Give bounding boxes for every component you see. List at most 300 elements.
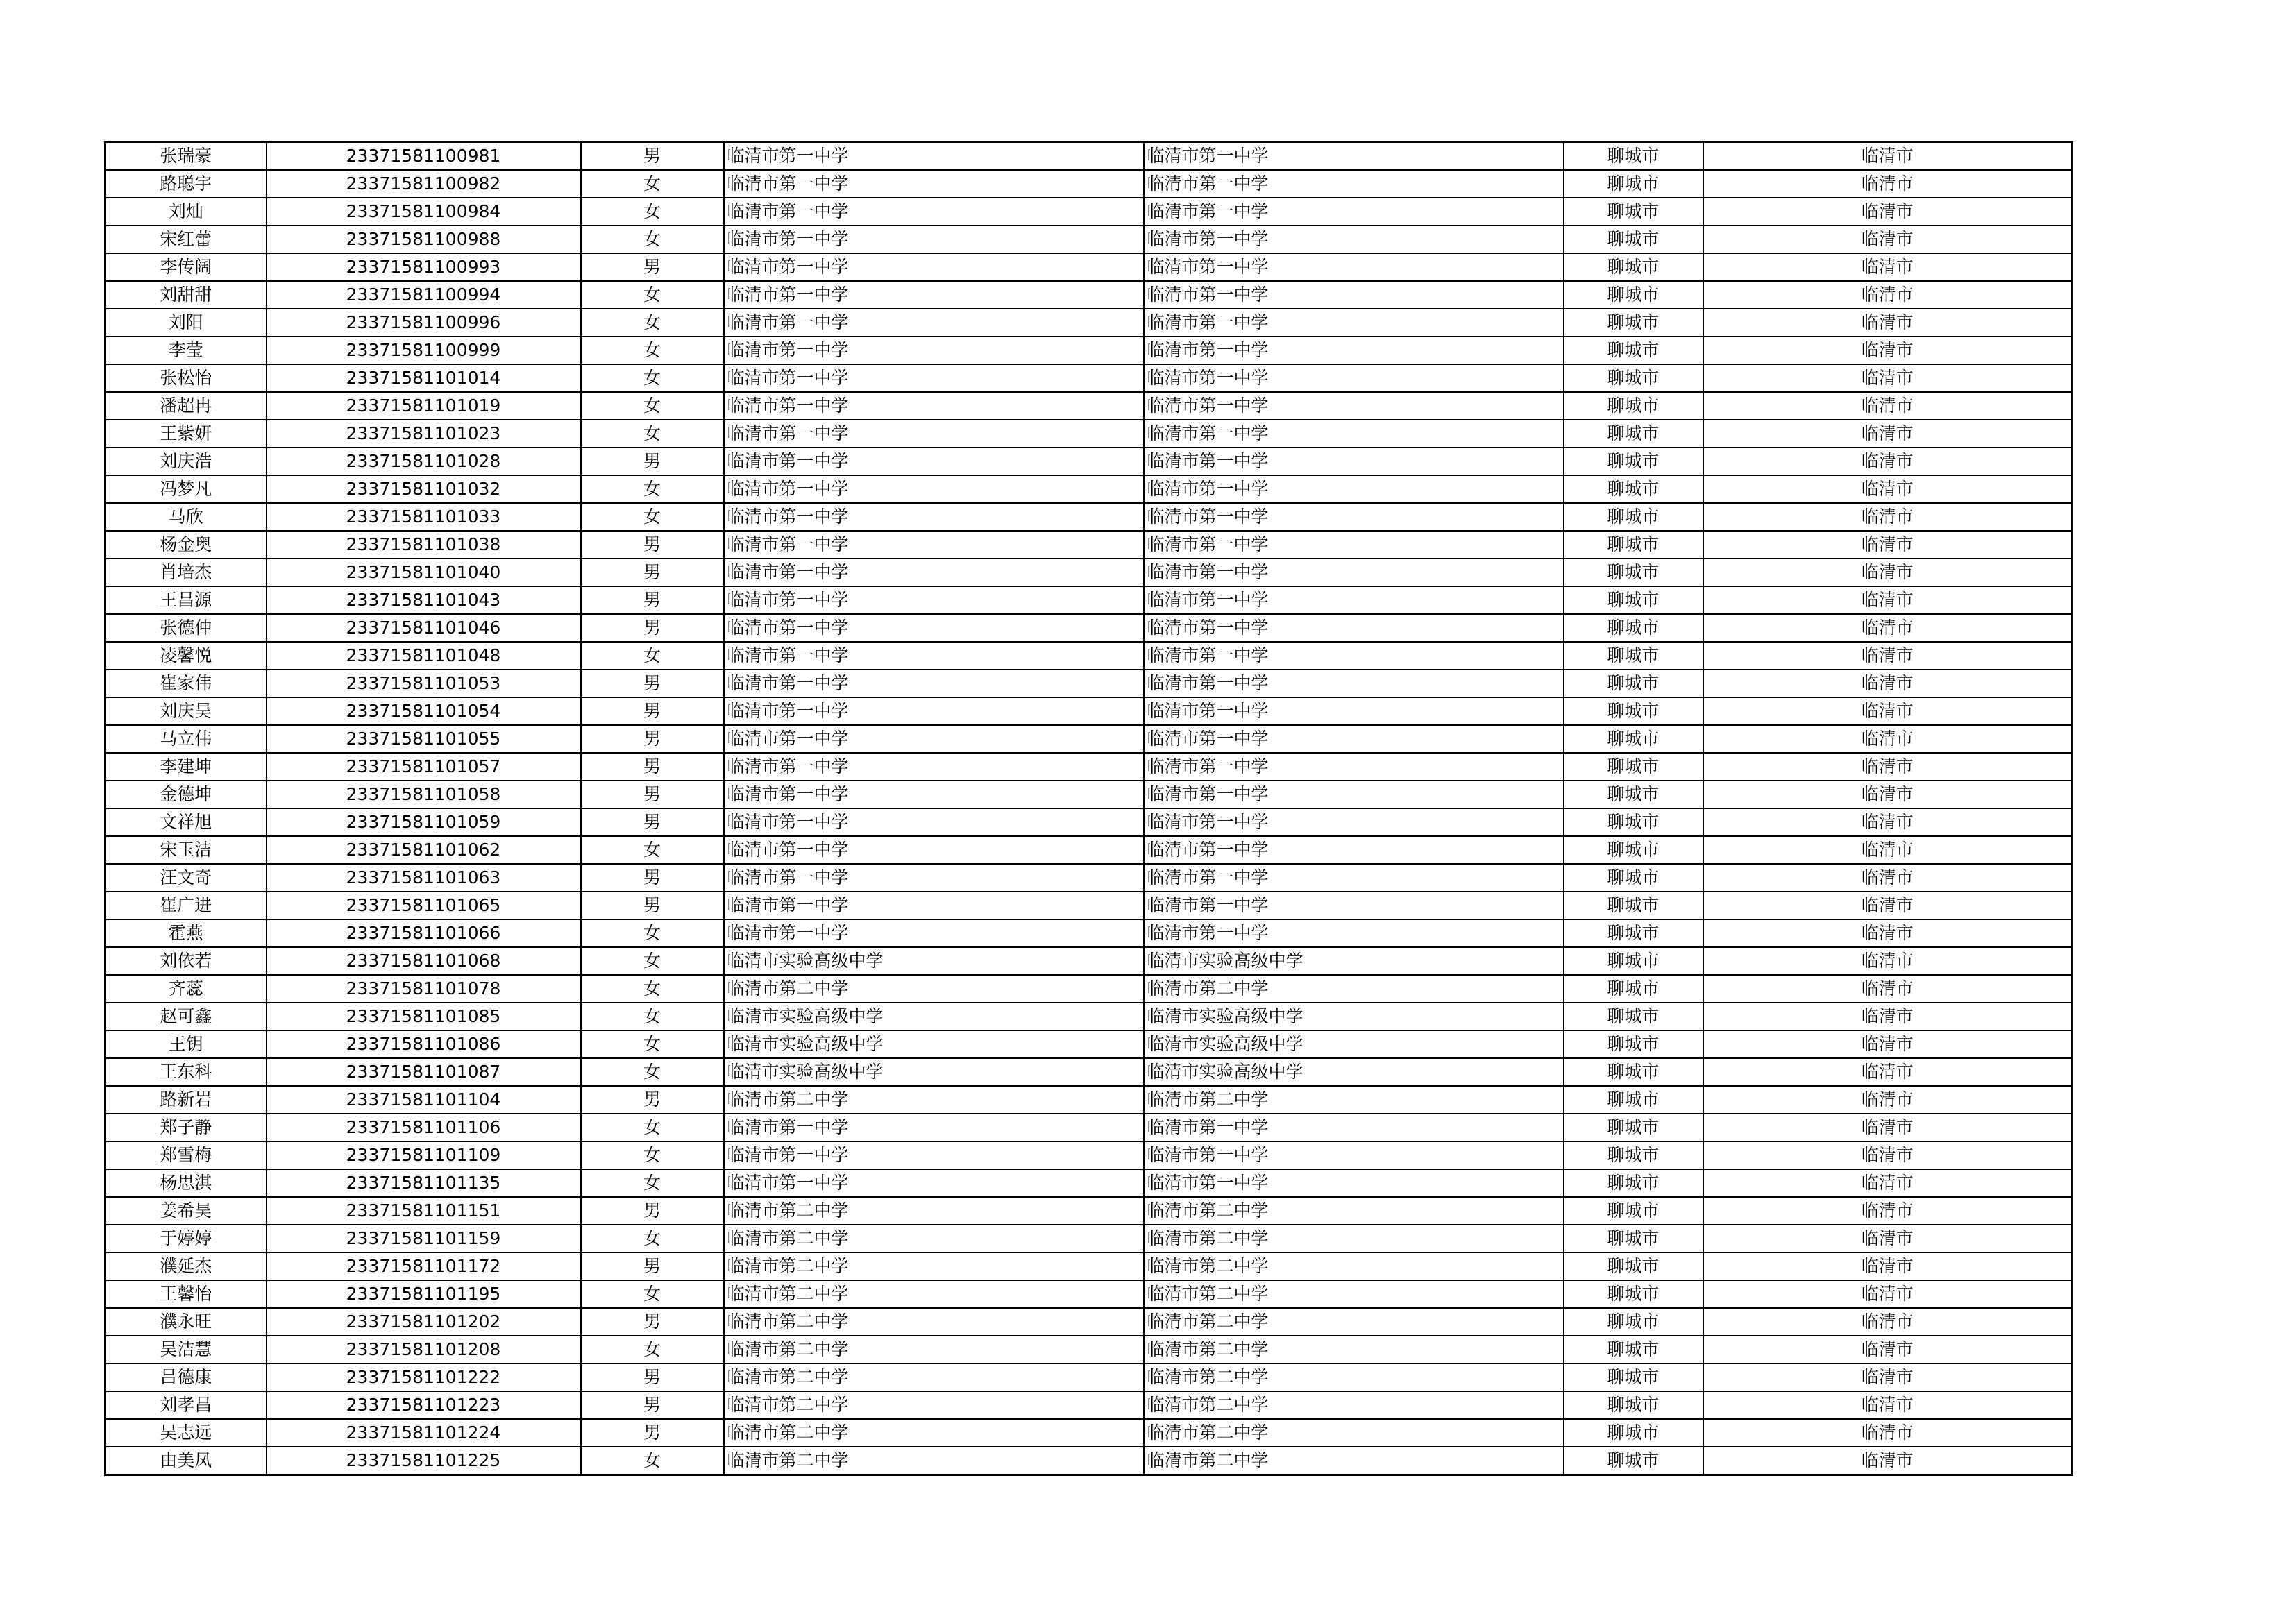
- exam-id-cell: 23371581101208: [267, 1336, 581, 1363]
- exam-id-cell: 23371581101068: [267, 947, 581, 975]
- gender-cell: 男: [581, 614, 724, 642]
- name-cell: 刘阳: [105, 309, 267, 337]
- student-table: [104, 141, 2073, 1476]
- school-cell: 临清市实验高级中学: [724, 1030, 1144, 1058]
- exam-id-cell: 23371581101086: [267, 1030, 581, 1058]
- school-cell: 临清市第二中学: [724, 1252, 1144, 1280]
- school-cell: 临清市第一中学: [724, 475, 1144, 503]
- table-row: [105, 1252, 2073, 1280]
- exam-school-cell: 临清市第一中学: [1144, 170, 1564, 198]
- exam-id-cell: 23371581101225: [267, 1447, 581, 1475]
- school-cell: 临清市第一中学: [724, 836, 1144, 864]
- gender-cell: 女: [581, 309, 724, 337]
- name-cell: 马立伟: [105, 725, 267, 753]
- name-cell: 路新岩: [105, 1086, 267, 1114]
- gender-cell: 女: [581, 420, 724, 448]
- county-cell: 临清市: [1703, 670, 2073, 697]
- exam-school-cell: 临清市第一中学: [1144, 531, 1564, 559]
- county-cell: 临清市: [1703, 559, 2073, 586]
- city-cell: 聊城市: [1564, 642, 1703, 670]
- city-cell: 聊城市: [1564, 781, 1703, 808]
- name-cell: 宋玉洁: [105, 836, 267, 864]
- exam-id-cell: 23371581101222: [267, 1363, 581, 1391]
- exam-school-cell: 临清市第一中学: [1144, 1141, 1564, 1169]
- exam-school-cell: 临清市第一中学: [1144, 142, 1564, 171]
- name-cell: 崔广进: [105, 892, 267, 919]
- exam-school-cell: 临清市第一中学: [1144, 503, 1564, 531]
- county-cell: 临清市: [1703, 919, 2073, 947]
- table-row: [105, 1447, 2073, 1475]
- city-cell: 聊城市: [1564, 725, 1703, 753]
- county-cell: 临清市: [1703, 753, 2073, 781]
- gender-cell: 男: [581, 1363, 724, 1391]
- exam-id-cell: 23371581101043: [267, 586, 581, 614]
- exam-id-cell: 23371581100984: [267, 198, 581, 226]
- name-cell: 张松怡: [105, 364, 267, 392]
- exam-school-cell: 临清市第一中学: [1144, 337, 1564, 364]
- city-cell: 聊城市: [1564, 503, 1703, 531]
- school-cell: 临清市第一中学: [724, 1141, 1144, 1169]
- gender-cell: 男: [581, 531, 724, 559]
- table-row: [105, 531, 2073, 559]
- name-cell: 李建坤: [105, 753, 267, 781]
- name-cell: 刘庆昊: [105, 697, 267, 725]
- city-cell: 聊城市: [1564, 836, 1703, 864]
- exam-id-cell: 23371581101202: [267, 1308, 581, 1336]
- name-cell: 王紫妍: [105, 420, 267, 448]
- table-row: [105, 586, 2073, 614]
- table-row: [105, 864, 2073, 892]
- table-row: [105, 919, 2073, 947]
- exam-school-cell: 临清市第一中学: [1144, 725, 1564, 753]
- exam-id-cell: 23371581101223: [267, 1391, 581, 1419]
- exam-school-cell: 临清市实验高级中学: [1144, 1030, 1564, 1058]
- table-row: [105, 1419, 2073, 1447]
- name-cell: 濮永旺: [105, 1308, 267, 1336]
- exam-id-cell: 23371581101055: [267, 725, 581, 753]
- city-cell: 聊城市: [1564, 864, 1703, 892]
- school-cell: 临清市第一中学: [724, 309, 1144, 337]
- school-cell: 临清市第一中学: [724, 392, 1144, 420]
- school-cell: 临清市第一中学: [724, 919, 1144, 947]
- table-row: [105, 253, 2073, 281]
- name-cell: 杨思淇: [105, 1169, 267, 1197]
- name-cell: 郑雪梅: [105, 1141, 267, 1169]
- table-row: [105, 226, 2073, 253]
- gender-cell: 女: [581, 1447, 724, 1475]
- school-cell: 临清市第二中学: [724, 1363, 1144, 1391]
- table-row: [105, 1058, 2073, 1086]
- county-cell: 临清市: [1703, 1169, 2073, 1197]
- county-cell: 临清市: [1703, 697, 2073, 725]
- exam-id-cell: 23371581101106: [267, 1114, 581, 1141]
- gender-cell: 男: [581, 142, 724, 171]
- county-cell: 临清市: [1703, 586, 2073, 614]
- table-row: [105, 392, 2073, 420]
- exam-id-cell: 23371581101135: [267, 1169, 581, 1197]
- name-cell: 刘依若: [105, 947, 267, 975]
- city-cell: 聊城市: [1564, 1114, 1703, 1141]
- gender-cell: 男: [581, 1197, 724, 1225]
- table-row: [105, 420, 2073, 448]
- gender-cell: 男: [581, 670, 724, 697]
- county-cell: 临清市: [1703, 864, 2073, 892]
- county-cell: 临清市: [1703, 1003, 2073, 1030]
- table-row: [105, 1141, 2073, 1169]
- table-row: [105, 642, 2073, 670]
- exam-school-cell: 临清市第二中学: [1144, 1363, 1564, 1391]
- county-cell: 临清市: [1703, 1225, 2073, 1252]
- school-cell: 临清市第一中学: [724, 531, 1144, 559]
- county-cell: 临清市: [1703, 614, 2073, 642]
- county-cell: 临清市: [1703, 1308, 2073, 1336]
- county-cell: 临清市: [1703, 170, 2073, 198]
- name-cell: 凌馨悦: [105, 642, 267, 670]
- exam-id-cell: 23371581101057: [267, 753, 581, 781]
- exam-id-cell: 23371581100993: [267, 253, 581, 281]
- county-cell: 临清市: [1703, 309, 2073, 337]
- exam-id-cell: 23371581100999: [267, 337, 581, 364]
- name-cell: 由美凤: [105, 1447, 267, 1475]
- name-cell: 张瑞豪: [105, 142, 267, 171]
- city-cell: 聊城市: [1564, 670, 1703, 697]
- exam-id-cell: 23371581101040: [267, 559, 581, 586]
- school-cell: 临清市第一中学: [724, 281, 1144, 309]
- name-cell: 宋红蕾: [105, 226, 267, 253]
- exam-id-cell: 23371581100981: [267, 142, 581, 171]
- exam-id-cell: 23371581101014: [267, 364, 581, 392]
- school-cell: 临清市第二中学: [724, 1225, 1144, 1252]
- city-cell: 聊城市: [1564, 1280, 1703, 1308]
- table-row: [105, 198, 2073, 226]
- school-cell: 临清市实验高级中学: [724, 1003, 1144, 1030]
- city-cell: 聊城市: [1564, 1197, 1703, 1225]
- city-cell: 聊城市: [1564, 919, 1703, 947]
- city-cell: 聊城市: [1564, 614, 1703, 642]
- school-cell: 临清市第一中学: [724, 670, 1144, 697]
- county-cell: 临清市: [1703, 1336, 2073, 1363]
- exam-school-cell: 临清市第一中学: [1144, 919, 1564, 947]
- name-cell: 路聪宇: [105, 170, 267, 198]
- exam-school-cell: 临清市第一中学: [1144, 781, 1564, 808]
- name-cell: 刘灿: [105, 198, 267, 226]
- gender-cell: 女: [581, 975, 724, 1003]
- gender-cell: 女: [581, 1336, 724, 1363]
- table-row: [105, 1308, 2073, 1336]
- city-cell: 聊城市: [1564, 1419, 1703, 1447]
- exam-id-cell: 23371581101195: [267, 1280, 581, 1308]
- gender-cell: 男: [581, 448, 724, 475]
- exam-id-cell: 23371581101087: [267, 1058, 581, 1086]
- city-cell: 聊城市: [1564, 753, 1703, 781]
- exam-id-cell: 23371581101224: [267, 1419, 581, 1447]
- gender-cell: 女: [581, 1003, 724, 1030]
- exam-school-cell: 临清市第一中学: [1144, 614, 1564, 642]
- gender-cell: 女: [581, 364, 724, 392]
- exam-id-cell: 23371581101054: [267, 697, 581, 725]
- city-cell: 聊城市: [1564, 392, 1703, 420]
- name-cell: 李莹: [105, 337, 267, 364]
- school-cell: 临清市第二中学: [724, 1419, 1144, 1447]
- school-cell: 临清市第二中学: [724, 1086, 1144, 1114]
- name-cell: 吴洁慧: [105, 1336, 267, 1363]
- school-cell: 临清市第一中学: [724, 864, 1144, 892]
- county-cell: 临清市: [1703, 1197, 2073, 1225]
- city-cell: 聊城市: [1564, 198, 1703, 226]
- exam-id-cell: 23371581101038: [267, 531, 581, 559]
- county-cell: 临清市: [1703, 198, 2073, 226]
- county-cell: 临清市: [1703, 725, 2073, 753]
- city-cell: 聊城市: [1564, 1252, 1703, 1280]
- exam-id-cell: 23371581101019: [267, 392, 581, 420]
- exam-school-cell: 临清市第二中学: [1144, 1308, 1564, 1336]
- exam-school-cell: 临清市第一中学: [1144, 836, 1564, 864]
- gender-cell: 男: [581, 1308, 724, 1336]
- table-row: [105, 1363, 2073, 1391]
- table-row: [105, 281, 2073, 309]
- exam-id-cell: 23371581101053: [267, 670, 581, 697]
- exam-school-cell: 临清市第一中学: [1144, 309, 1564, 337]
- county-cell: 临清市: [1703, 781, 2073, 808]
- city-cell: 聊城市: [1564, 586, 1703, 614]
- exam-school-cell: 临清市第二中学: [1144, 1086, 1564, 1114]
- table-row: [105, 836, 2073, 864]
- county-cell: 临清市: [1703, 531, 2073, 559]
- gender-cell: 男: [581, 808, 724, 836]
- table-row: [105, 1225, 2073, 1252]
- exam-id-cell: 23371581100996: [267, 309, 581, 337]
- county-cell: 临清市: [1703, 1086, 2073, 1114]
- exam-id-cell: 23371581101058: [267, 781, 581, 808]
- school-cell: 临清市第一中学: [724, 337, 1144, 364]
- school-cell: 临清市第一中学: [724, 142, 1144, 171]
- school-cell: 临清市第二中学: [724, 975, 1144, 1003]
- exam-id-cell: 23371581101151: [267, 1197, 581, 1225]
- name-cell: 刘庆浩: [105, 448, 267, 475]
- gender-cell: 男: [581, 1252, 724, 1280]
- school-cell: 临清市第一中学: [724, 781, 1144, 808]
- table-row: [105, 975, 2073, 1003]
- table-row: [105, 808, 2073, 836]
- city-cell: 聊城市: [1564, 975, 1703, 1003]
- exam-id-cell: 23371581101028: [267, 448, 581, 475]
- name-cell: 刘甜甜: [105, 281, 267, 309]
- city-cell: 聊城市: [1564, 337, 1703, 364]
- city-cell: 聊城市: [1564, 170, 1703, 198]
- city-cell: 聊城市: [1564, 142, 1703, 171]
- exam-id-cell: 23371581101078: [267, 975, 581, 1003]
- table-row: [105, 503, 2073, 531]
- gender-cell: 女: [581, 919, 724, 947]
- county-cell: 临清市: [1703, 503, 2073, 531]
- name-cell: 王钥: [105, 1030, 267, 1058]
- city-cell: 聊城市: [1564, 531, 1703, 559]
- exam-school-cell: 临清市第一中学: [1144, 198, 1564, 226]
- name-cell: 马欣: [105, 503, 267, 531]
- city-cell: 聊城市: [1564, 1003, 1703, 1030]
- city-cell: 聊城市: [1564, 1169, 1703, 1197]
- school-cell: 临清市第一中学: [724, 614, 1144, 642]
- county-cell: 临清市: [1703, 281, 2073, 309]
- county-cell: 临清市: [1703, 1114, 2073, 1141]
- county-cell: 临清市: [1703, 142, 2073, 171]
- name-cell: 张德仲: [105, 614, 267, 642]
- gender-cell: 女: [581, 1141, 724, 1169]
- name-cell: 吴志远: [105, 1419, 267, 1447]
- county-cell: 临清市: [1703, 1141, 2073, 1169]
- gender-cell: 男: [581, 1391, 724, 1419]
- county-cell: 临清市: [1703, 975, 2073, 1003]
- county-cell: 临清市: [1703, 448, 2073, 475]
- name-cell: 肖培杰: [105, 559, 267, 586]
- exam-id-cell: 23371581101033: [267, 503, 581, 531]
- exam-school-cell: 临清市第一中学: [1144, 364, 1564, 392]
- exam-school-cell: 临清市第一中学: [1144, 475, 1564, 503]
- city-cell: 聊城市: [1564, 226, 1703, 253]
- city-cell: 聊城市: [1564, 697, 1703, 725]
- city-cell: 聊城市: [1564, 1030, 1703, 1058]
- table-row: [105, 753, 2073, 781]
- exam-id-cell: 23371581101085: [267, 1003, 581, 1030]
- exam-id-cell: 23371581101066: [267, 919, 581, 947]
- school-cell: 临清市实验高级中学: [724, 947, 1144, 975]
- gender-cell: 女: [581, 836, 724, 864]
- name-cell: 文祥旭: [105, 808, 267, 836]
- school-cell: 临清市第一中学: [724, 725, 1144, 753]
- name-cell: 濮延杰: [105, 1252, 267, 1280]
- county-cell: 临清市: [1703, 1280, 2073, 1308]
- table-row: [105, 1336, 2073, 1363]
- exam-school-cell: 临清市第一中学: [1144, 559, 1564, 586]
- table-row: [105, 1086, 2073, 1114]
- county-cell: 临清市: [1703, 642, 2073, 670]
- school-cell: 临清市第二中学: [724, 1280, 1144, 1308]
- table-row: [105, 1169, 2073, 1197]
- exam-school-cell: 临清市第一中学: [1144, 1114, 1564, 1141]
- gender-cell: 男: [581, 781, 724, 808]
- school-cell: 临清市第一中学: [724, 559, 1144, 586]
- county-cell: 临清市: [1703, 892, 2073, 919]
- exam-id-cell: 23371581100994: [267, 281, 581, 309]
- table-row: [105, 781, 2073, 808]
- gender-cell: 男: [581, 892, 724, 919]
- table-body: [105, 142, 2073, 1475]
- city-cell: 聊城市: [1564, 559, 1703, 586]
- exam-school-cell: 临清市第一中学: [1144, 586, 1564, 614]
- exam-id-cell: 23371581101062: [267, 836, 581, 864]
- city-cell: 聊城市: [1564, 1447, 1703, 1475]
- gender-cell: 女: [581, 947, 724, 975]
- county-cell: 临清市: [1703, 1252, 2073, 1280]
- gender-cell: 男: [581, 559, 724, 586]
- exam-school-cell: 临清市第二中学: [1144, 1447, 1564, 1475]
- gender-cell: 女: [581, 281, 724, 309]
- exam-school-cell: 临清市第一中学: [1144, 753, 1564, 781]
- exam-id-cell: 23371581101063: [267, 864, 581, 892]
- name-cell: 吕德康: [105, 1363, 267, 1391]
- table-row: [105, 1280, 2073, 1308]
- school-cell: 临清市第一中学: [724, 753, 1144, 781]
- name-cell: 齐蕊: [105, 975, 267, 1003]
- exam-school-cell: 临清市第一中学: [1144, 392, 1564, 420]
- city-cell: 聊城市: [1564, 253, 1703, 281]
- exam-id-cell: 23371581101059: [267, 808, 581, 836]
- gender-cell: 女: [581, 1169, 724, 1197]
- exam-school-cell: 临清市第一中学: [1144, 281, 1564, 309]
- gender-cell: 男: [581, 864, 724, 892]
- table-row: [105, 1114, 2073, 1141]
- city-cell: 聊城市: [1564, 364, 1703, 392]
- city-cell: 聊城市: [1564, 448, 1703, 475]
- county-cell: 临清市: [1703, 1030, 2073, 1058]
- county-cell: 临清市: [1703, 1363, 2073, 1391]
- gender-cell: 女: [581, 392, 724, 420]
- exam-school-cell: 临清市第一中学: [1144, 448, 1564, 475]
- gender-cell: 女: [581, 1280, 724, 1308]
- exam-school-cell: 临清市第二中学: [1144, 1252, 1564, 1280]
- city-cell: 聊城市: [1564, 1308, 1703, 1336]
- city-cell: 聊城市: [1564, 475, 1703, 503]
- table-row: [105, 725, 2073, 753]
- exam-school-cell: 临清市第二中学: [1144, 1280, 1564, 1308]
- city-cell: 聊城市: [1564, 1225, 1703, 1252]
- city-cell: 聊城市: [1564, 281, 1703, 309]
- name-cell: 汪文奇: [105, 864, 267, 892]
- county-cell: 临清市: [1703, 1419, 2073, 1447]
- exam-id-cell: 23371581101159: [267, 1225, 581, 1252]
- school-cell: 临清市第一中学: [724, 253, 1144, 281]
- city-cell: 聊城市: [1564, 1391, 1703, 1419]
- exam-id-cell: 23371581100988: [267, 226, 581, 253]
- school-cell: 临清市第一中学: [724, 1169, 1144, 1197]
- exam-school-cell: 临清市第一中学: [1144, 697, 1564, 725]
- city-cell: 聊城市: [1564, 1086, 1703, 1114]
- gender-cell: 女: [581, 337, 724, 364]
- gender-cell: 男: [581, 697, 724, 725]
- table-row: [105, 1197, 2073, 1225]
- county-cell: 临清市: [1703, 337, 2073, 364]
- county-cell: 临清市: [1703, 808, 2073, 836]
- city-cell: 聊城市: [1564, 1336, 1703, 1363]
- county-cell: 临清市: [1703, 475, 2073, 503]
- city-cell: 聊城市: [1564, 1363, 1703, 1391]
- table-row: [105, 892, 2073, 919]
- table-row: [105, 475, 2073, 503]
- county-cell: 临清市: [1703, 226, 2073, 253]
- table-row: [105, 697, 2073, 725]
- exam-id-cell: 23371581101065: [267, 892, 581, 919]
- name-cell: 杨金奥: [105, 531, 267, 559]
- exam-school-cell: 临清市实验高级中学: [1144, 1003, 1564, 1030]
- county-cell: 临清市: [1703, 364, 2073, 392]
- table-row: [105, 559, 2073, 586]
- gender-cell: 女: [581, 1030, 724, 1058]
- city-cell: 聊城市: [1564, 420, 1703, 448]
- school-cell: 临清市第二中学: [724, 1308, 1144, 1336]
- exam-school-cell: 临清市实验高级中学: [1144, 1058, 1564, 1086]
- county-cell: 临清市: [1703, 836, 2073, 864]
- name-cell: 刘孝昌: [105, 1391, 267, 1419]
- table-row: [105, 1003, 2073, 1030]
- table-row: [105, 170, 2073, 198]
- table-row: [105, 337, 2073, 364]
- exam-id-cell: 23371581101172: [267, 1252, 581, 1280]
- table-row: [105, 1030, 2073, 1058]
- exam-school-cell: 临清市第二中学: [1144, 975, 1564, 1003]
- exam-school-cell: 临清市第二中学: [1144, 1197, 1564, 1225]
- exam-school-cell: 临清市第一中学: [1144, 1169, 1564, 1197]
- gender-cell: 男: [581, 1086, 724, 1114]
